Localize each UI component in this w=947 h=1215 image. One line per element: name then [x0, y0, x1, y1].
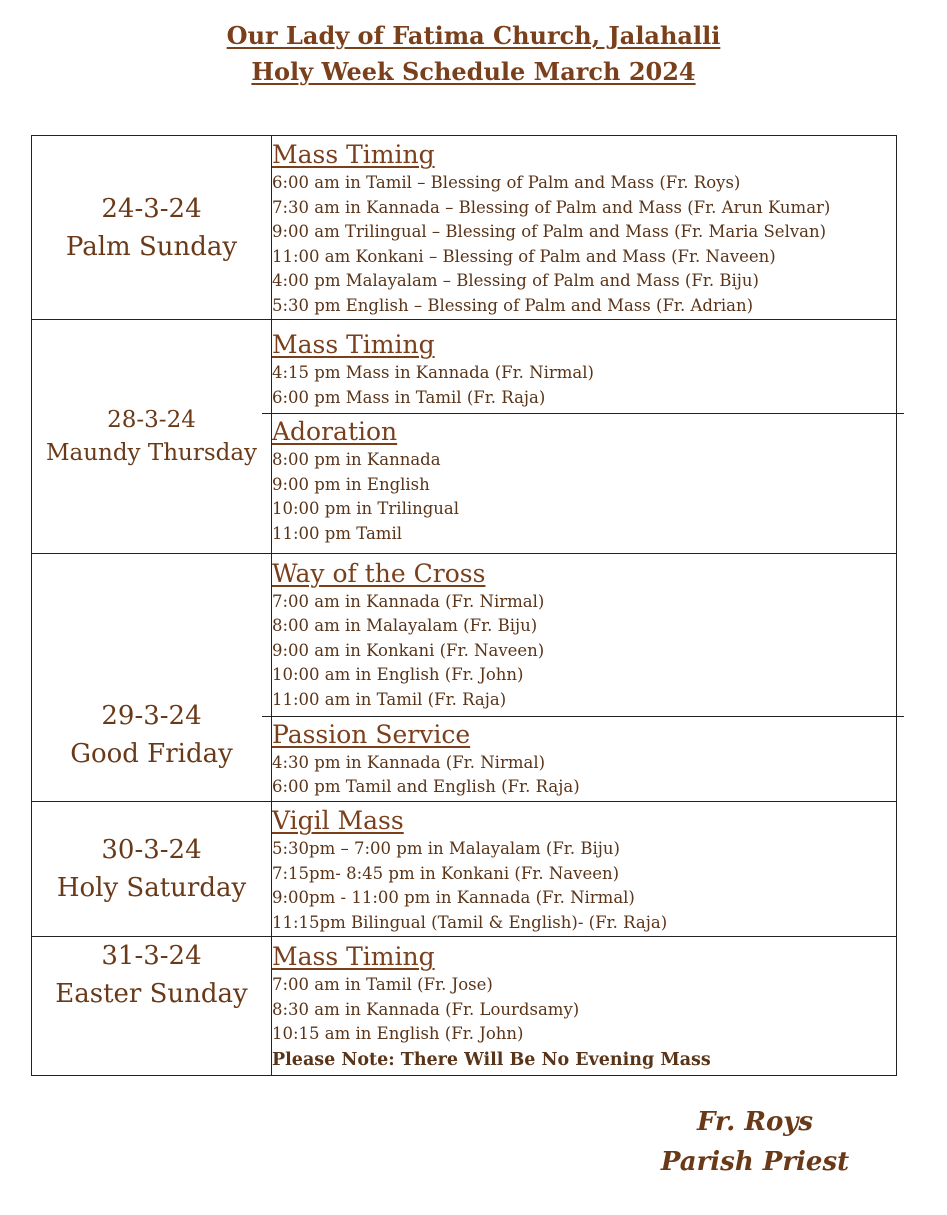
schedule-item: 8:30 am in Kannada (Fr. Lourdsamy): [272, 999, 580, 1019]
date-cell: [32, 320, 272, 554]
date-cell: [32, 802, 272, 937]
row-date: 29-3-24: [101, 701, 202, 731]
schedule-list: [272, 590, 896, 713]
content-cell: [272, 136, 897, 320]
schedule-list: [272, 361, 896, 410]
schedule-item: 6:00 am in Tamil – Blessing of Palm and Mass (Fr. Roys): [272, 173, 741, 192]
schedule-list: [272, 973, 896, 1047]
schedule-item: 6:00 pm Tamil and English (Fr. Raja): [272, 777, 580, 796]
schedule-row-good-friday: [32, 554, 897, 802]
row-date: 24-3-24: [101, 193, 202, 224]
schedule-item: 4:15 pm Mass in Kannada (Fr. Nirmal): [272, 363, 594, 382]
schedule-item: 5:30pm – 7:00 pm in Malayalam (Fr. Biju): [272, 839, 620, 858]
row-date: 30-3-24: [101, 835, 202, 865]
document-header: [0, 18, 947, 90]
schedule-item: 4:30 pm in Kannada (Fr. Nirmal): [272, 752, 546, 772]
holy-week-schedule-table: [31, 135, 897, 1076]
schedule-item: 7:30 am in Kannada – Blessing of Palm and Mass (Fr. Arun Kumar): [272, 197, 831, 217]
schedule-list: [272, 171, 896, 318]
schedule-item: 9:00 am Trilingual – Blessing of Palm and Mass (Fr. Maria Selvan): [272, 222, 827, 241]
schedule-item: 7:00 am in Kannada (Fr. Nirmal): [272, 591, 545, 611]
schedule-item: 6:00 pm Mass in Tamil (Fr. Raja): [272, 387, 546, 407]
date-cell: [32, 136, 272, 320]
schedule-row-maundy-thursday: [32, 320, 897, 554]
row-day: Good Friday: [70, 739, 233, 769]
schedule-item: 10:00 am in English (Fr. John): [272, 665, 524, 684]
row-day: Maundy Thursday: [45, 439, 258, 466]
schedule-list: [272, 448, 896, 546]
schedule-list: [272, 751, 896, 800]
content-cell: [272, 320, 897, 554]
row-day: Holy Saturday: [56, 873, 247, 903]
schedule-item: 10:00 pm in Trilingual: [272, 499, 460, 518]
row-day: Palm Sunday: [65, 231, 238, 262]
section-title: Passion Service: [272, 719, 471, 749]
schedule-item: 7:00 am in Tamil (Fr. Jose): [272, 975, 493, 995]
schedule-item: 11:00 am in Tamil (Fr. Raja): [272, 689, 507, 709]
schedule-item: 10:15 am in English (Fr. John): [272, 1024, 524, 1044]
schedule-item: 4:00 pm Malayalam – Blessing of Palm and Mass (Fr. Biju): [272, 271, 759, 290]
content-cell: [272, 937, 897, 1076]
content-cell: [272, 802, 897, 937]
row-date: 28-3-24: [107, 406, 196, 433]
schedule-item: 9:00 pm in English: [272, 474, 430, 494]
section-title: Mass Timing: [272, 140, 435, 169]
church-name-title: Our Lady of Fatima Church, Jalahalli: [226, 21, 721, 50]
schedule-row-easter-sunday: [32, 937, 897, 1076]
section-title: Vigil Mass: [272, 806, 404, 835]
date-cell: [32, 554, 272, 802]
schedule-item: 8:00 am in Malayalam (Fr. Biju): [272, 616, 538, 635]
row-date: 31-3-24: [101, 941, 202, 971]
schedule-title: Holy Week Schedule March 2024: [251, 57, 696, 86]
date-cell: [32, 937, 272, 1076]
schedule-item: 9:00 am in Konkani (Fr. Naveen): [272, 640, 545, 660]
schedule-item: 11:00 am Konkani – Blessing of Palm and Mass (Fr. Naveen): [272, 246, 776, 266]
signature-name: Fr. Roys: [696, 1107, 814, 1137]
evening-mass-note: Please Note: There Will Be No Evening Mass: [272, 1049, 711, 1070]
section-title: Mass Timing: [272, 330, 435, 359]
schedule-item: 8:00 pm in Kannada: [272, 450, 441, 469]
schedule-item: 11:00 pm Tamil: [272, 523, 403, 543]
schedule-row-palm-sunday: [32, 136, 897, 320]
section-title: Mass Timing: [272, 942, 435, 972]
row-day: Easter Sunday: [55, 979, 248, 1009]
signature-role: Parish Priest: [660, 1147, 850, 1177]
content-cell: [272, 554, 897, 802]
schedule-item: 5:30 pm English – Blessing of Palm and Mass (Fr. Adrian): [272, 295, 754, 315]
section-title: Adoration: [272, 417, 398, 446]
schedule-row-holy-saturday: [32, 802, 897, 937]
schedule-item: 7:15pm- 8:45 pm in Konkani (Fr. Naveen): [272, 863, 620, 883]
schedule-item: 9:00pm - 11:00 pm in Kannada (Fr. Nirmal): [272, 888, 635, 907]
section-title: Way of the Cross: [272, 558, 486, 588]
signature-block: [640, 1102, 870, 1182]
schedule-item: 11:15pm Bilingual (Tamil & English)- (Fr. Raja): [272, 912, 668, 932]
schedule-list: [272, 837, 896, 935]
